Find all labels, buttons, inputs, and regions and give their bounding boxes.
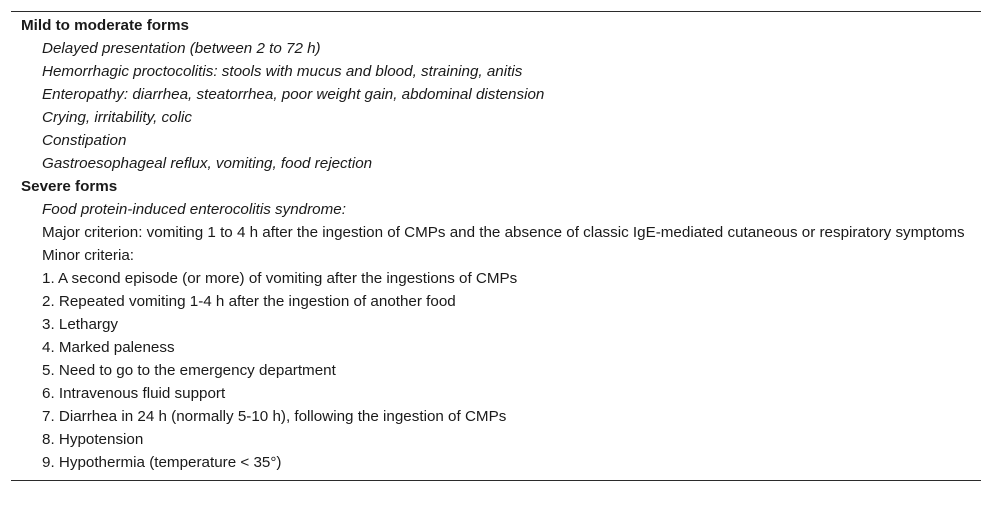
section-heading-mild: Mild to moderate forms (21, 17, 189, 34)
minor-criteria-label: Minor criteria: (42, 247, 134, 264)
mild-item: Enteropathy: diarrhea, steatorrhea, poor weight gain, abdominal distension (42, 86, 545, 103)
mild-item: Crying, irritability, colic (42, 109, 192, 126)
symptoms-table (11, 11, 981, 481)
mild-item: Delayed presentation (between 2 to 72 h) (42, 40, 321, 57)
minor-criterion-item: 4. Marked paleness (42, 339, 175, 356)
section-heading-severe: Severe forms (21, 178, 118, 195)
minor-criterion-item: 5. Need to go to the emergency department (42, 362, 336, 379)
minor-criterion-item: 2. Repeated vomiting 1-4 h after the ingestion of another food (42, 293, 456, 310)
minor-criterion-item: 3. Lethargy (42, 316, 118, 333)
mild-item: Hemorrhagic proctocolitis: stools with mucus and blood, straining, anitis (42, 63, 523, 80)
mild-item: Constipation (42, 132, 127, 149)
minor-criterion-item: 9. Hypothermia (temperature < 35°) (42, 454, 282, 471)
minor-criterion-item: 6. Intravenous fluid support (42, 385, 226, 402)
minor-criterion-item: 7. Diarrhea in 24 h (normally 5-10 h), following the ingestion of CMPs (42, 408, 507, 425)
minor-criterion-item: 8. Hypotension (42, 431, 144, 448)
mild-item: Gastroesophageal reflux, vomiting, food rejection (42, 155, 373, 172)
severe-subheading: Food protein-induced enterocolitis syndrome: (42, 201, 346, 218)
major-criterion: Major criterion: vomiting 1 to 4 h after the ingestion of CMPs and the absence of classic IgE-mediated cutaneous or respiratory symptoms (42, 224, 965, 241)
minor-criterion-item: 1. A second episode (or more) of vomiting after the ingestions of CMPs (42, 270, 518, 287)
